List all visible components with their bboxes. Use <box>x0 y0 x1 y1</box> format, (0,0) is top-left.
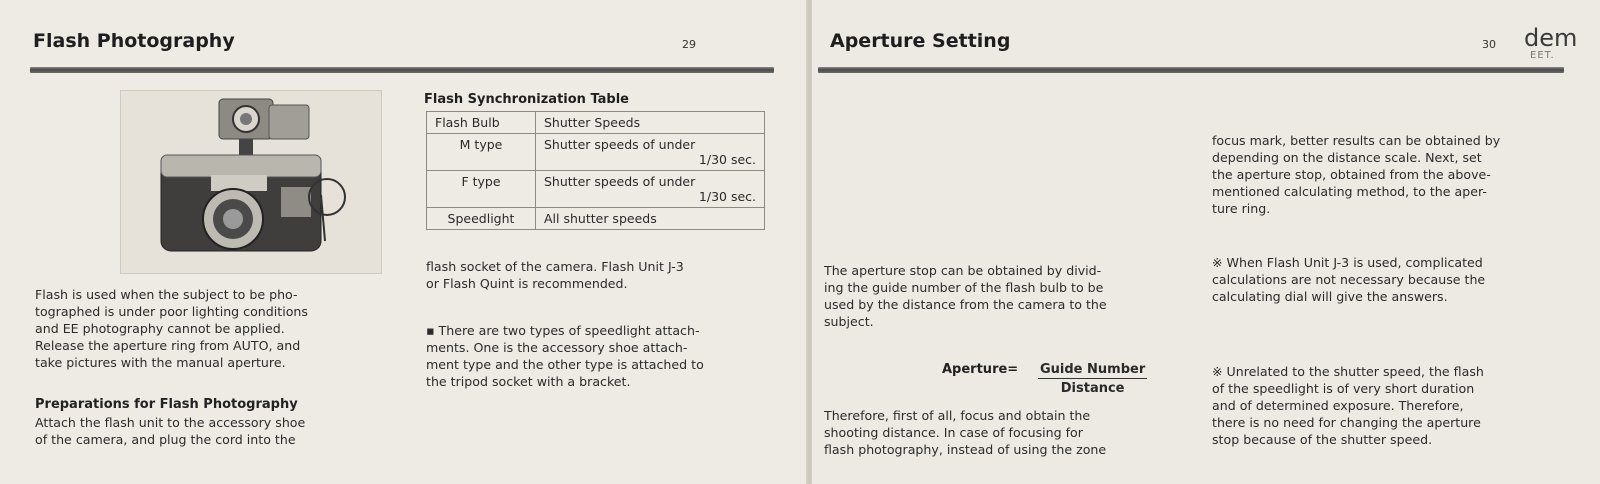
flash-sync-table-title: Flash Synchronization Table <box>424 92 629 107</box>
table-row <box>427 208 765 230</box>
table-cell: M type <box>427 134 536 171</box>
camera-flash-drawing <box>121 91 381 273</box>
focus-mark-paragraph <box>1212 132 1582 217</box>
watermark-logo: dem <box>1524 24 1578 52</box>
formula-denominator: Distance <box>1060 381 1125 396</box>
cell-text: Shutter speeds of under <box>544 137 696 152</box>
text-line: ture ring. <box>1212 201 1271 216</box>
aperture-stop-paragraph <box>824 262 1174 330</box>
table-row <box>427 134 765 171</box>
text-line: used by the distance from the camera to the <box>824 297 1107 312</box>
flash-sync-table <box>426 111 765 230</box>
speedlight-duration-note-paragraph <box>1212 363 1582 448</box>
header-rule-left <box>30 67 774 73</box>
text-line: shooting distance. In case of focusing for <box>824 425 1083 440</box>
header-rule-right <box>818 67 1564 73</box>
text-line: ※ Unrelated to the shutter speed, the flash <box>1212 364 1484 379</box>
speedlight-note-paragraph <box>426 322 786 390</box>
text-line: the tripod socket with a bracket. <box>426 374 631 389</box>
table-cell: Speedlight <box>427 208 536 230</box>
table-header-cell: Shutter Speeds <box>536 112 765 134</box>
cell-text: Shutter speeds of under <box>544 174 696 189</box>
text-line: calculations are not necessary because the <box>1212 272 1486 287</box>
text-line: the aperture stop, obtained from the above- <box>1212 167 1491 182</box>
text-line: depending on the distance scale. Next, set <box>1212 150 1482 165</box>
table-row <box>427 171 765 208</box>
text-line: take pictures with the manual aperture. <box>35 355 286 370</box>
therefore-paragraph <box>824 407 1174 458</box>
text-line: tographed is under poor lighting conditions <box>35 304 308 319</box>
text-line: stop because of the shutter speed. <box>1212 432 1433 447</box>
flash-unit-note-paragraph <box>1212 254 1582 305</box>
watermark-logo-sub: EET. <box>1530 50 1555 61</box>
flash-intro-paragraph <box>35 286 385 371</box>
text-line: subject. <box>824 314 874 329</box>
text-line: mentioned calculating method, to the aper- <box>1212 184 1487 199</box>
text-line: ment type and the other type is attached to <box>426 357 704 372</box>
text-line: and of determined exposure. Therefore, <box>1212 398 1464 413</box>
flash-socket-paragraph <box>426 258 786 292</box>
text-line: The aperture stop can be obtained by divid- <box>824 263 1102 278</box>
text-line: Therefore, first of all, focus and obtain the <box>824 408 1091 423</box>
page-number-left: 29 <box>682 38 696 51</box>
formula-numerator: Guide Number <box>1040 362 1146 377</box>
table-header-row <box>427 112 765 134</box>
text-line: ▪ There are two types of speedlight attach- <box>426 323 700 338</box>
aperture-formula-fraction <box>1038 362 1147 396</box>
camera-with-flash-illustration <box>120 90 382 274</box>
text-line: flash socket of the camera. Flash Unit J-3 <box>426 259 684 274</box>
preparations-heading: Preparations for Flash Photography <box>35 397 298 412</box>
table-cell <box>536 171 765 208</box>
table-header-cell: Flash Bulb <box>427 112 536 134</box>
text-line: of the camera, and plug the cord into the <box>35 432 296 447</box>
page-title-aperture-setting: Aperture Setting <box>830 30 1011 52</box>
text-line: calculating dial will give the answers. <box>1212 289 1448 304</box>
text-line: Flash is used when the subject to be pho- <box>35 287 298 302</box>
aperture-formula-label: Aperture= <box>942 362 1019 377</box>
text-line: Attach the flash unit to the accessory shoe <box>35 415 306 430</box>
table-cell: F type <box>427 171 536 208</box>
preparations-paragraph <box>35 414 385 448</box>
cell-subtext: 1/30 sec. <box>698 189 756 204</box>
table-cell <box>536 134 765 171</box>
text-line: focus mark, better results can be obtained by <box>1212 133 1501 148</box>
text-line: and EE photography cannot be applied. <box>35 321 285 336</box>
table-cell: All shutter speeds <box>536 208 765 230</box>
text-line: of the speedlight is of very short duration <box>1212 381 1475 396</box>
text-line: ※ When Flash Unit J-3 is used, complicated <box>1212 255 1483 270</box>
text-line: or Flash Quint is recommended. <box>426 276 628 291</box>
text-line: flash photography, instead of using the zone <box>824 442 1107 457</box>
cell-subtext: 1/30 sec. <box>698 152 756 167</box>
text-line: there is no need for changing the aperture <box>1212 415 1481 430</box>
page-number-right: 30 <box>1482 38 1496 51</box>
text-line: Release the aperture ring from AUTO, and <box>35 338 301 353</box>
text-line: ments. One is the accessory shoe attach- <box>426 340 688 355</box>
text-line: ing the guide number of the flash bulb to be <box>824 280 1104 295</box>
page-title-flash-photography: Flash Photography <box>33 30 235 52</box>
